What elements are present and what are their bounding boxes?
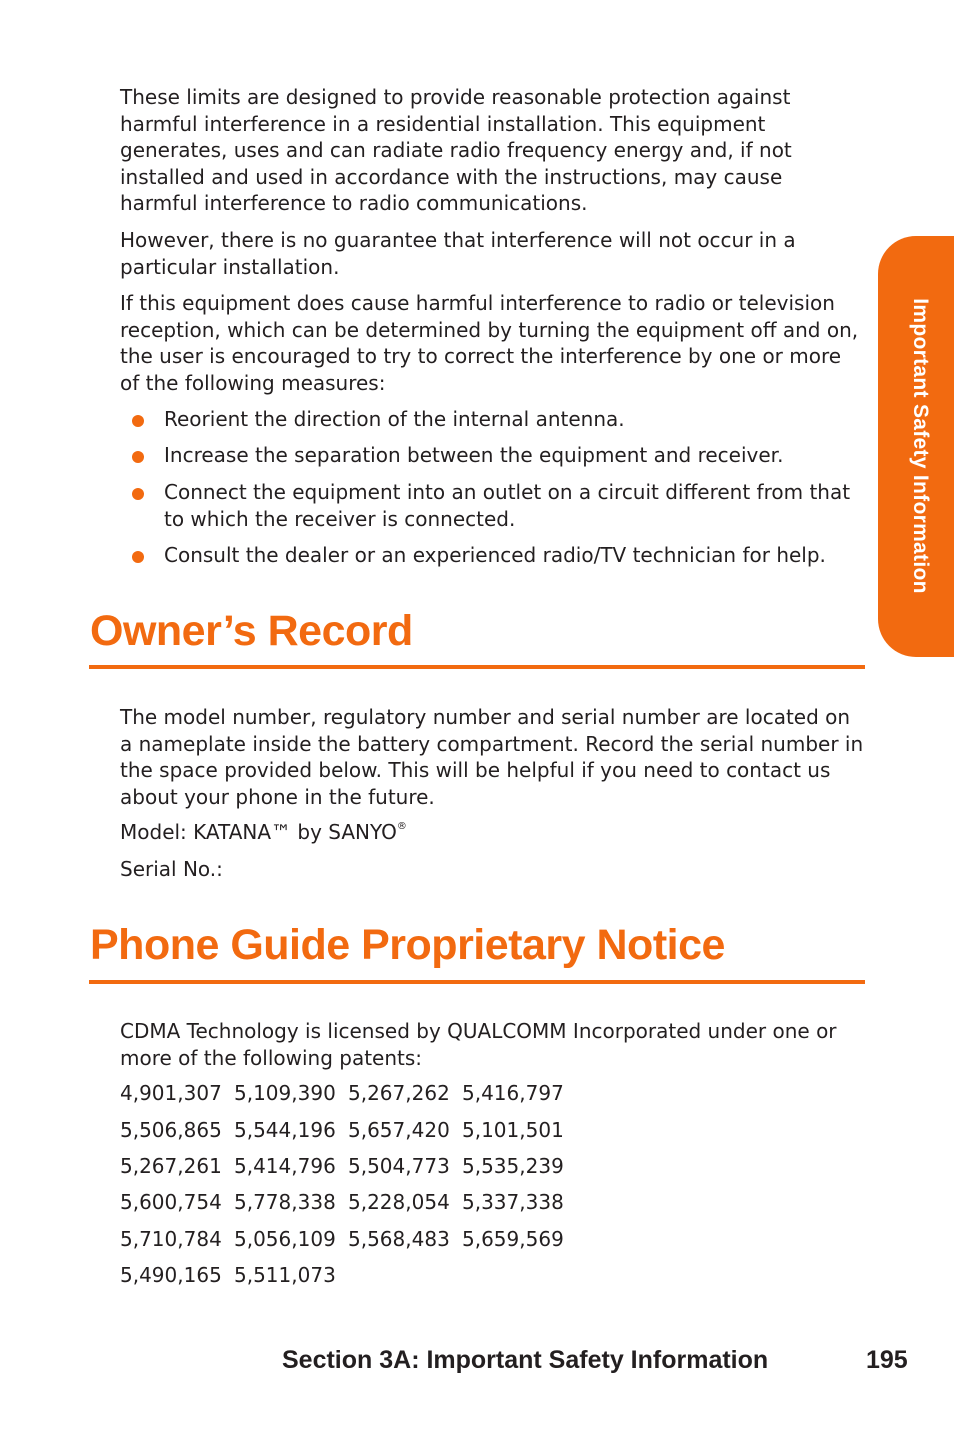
section-divider [89,980,865,984]
patent-number: 5,511,073 [234,1263,336,1287]
serial-line: Serial No.: [120,857,223,881]
patent-number: 5,535,239 [462,1154,564,1178]
list-item-text: Connect the equipment into an outlet on a circuit different from that to which the receiver is connected. [164,480,851,531]
patent-number: 5,109,390 [234,1081,336,1105]
list-item [120,442,865,469]
intro-paragraph-3: If this equipment does cause harmful interference to radio or television reception, which can be determined by turning the equipment off and on, the user is encouraged to try to correct the interference by one or more of the following measures: [120,291,859,395]
footer-section-title: Section 3A: Important Safety Information [282,1346,769,1374]
intro-paragraph-1: These limits are designed to provide reasonable protection against harmful interference in a residential installation. This equipment generates, uses and can radiate radio frequency energy and, if not installed and used in accordance with the instructions, may cause harmful interference to radio communications. [120,85,792,215]
patent-number: 5,056,109 [234,1227,336,1251]
patent-number: 5,710,784 [120,1227,222,1251]
patent-number: 5,267,261 [120,1154,222,1178]
patent-number: 5,659,569 [462,1227,564,1251]
list-item [120,406,865,433]
owners-record-paragraph: The model number, regulatory number and serial number are located on a nameplate inside the battery compartment. Record the serial number in the space provided below. This will be helpful if you need to contact us about your phone in the future. [120,705,864,809]
proprietary-notice-paragraph: CDMA Technology is licensed by QUALCOMM Incorporated under one or more of the following patents: [120,1019,837,1070]
list-item-text: Increase the separation between the equipment and receiver. [164,443,784,467]
patent-number: 5,490,165 [120,1263,222,1287]
list-item-text: Reorient the direction of the internal antenna. [164,407,625,431]
section-divider [89,665,865,669]
bullet-icon [132,488,144,500]
patent-number: 5,228,054 [348,1190,450,1214]
bullet-icon [132,415,144,427]
patent-number: 5,414,796 [234,1154,336,1178]
patent-number: 5,657,420 [348,1118,450,1142]
bullet-icon [132,451,144,463]
model-line [120,819,865,846]
patent-number: 5,544,196 [234,1118,336,1142]
proprietary-notice-heading: Phone Guide Proprietary Notice [90,921,725,969]
list-item-text: Consult the dealer or an experienced radio/TV technician for help. [164,543,826,567]
patent-number: 5,568,483 [348,1227,450,1251]
patent-number: 5,600,754 [120,1190,222,1214]
patent-number: 5,101,501 [462,1118,564,1142]
registered-mark: ® [396,821,407,832]
list-item [120,542,865,569]
patent-number: 4,901,307 [120,1081,222,1105]
intro-paragraph-2: However, there is no guarantee that interference will not occur in a particular installation. [120,228,796,279]
patent-number: 5,267,262 [348,1081,450,1105]
patent-number: 5,416,797 [462,1081,564,1105]
side-tab-label: Important Safety Information [909,298,932,594]
patent-number: 5,506,865 [120,1118,222,1142]
patent-number: 5,337,338 [462,1190,564,1214]
owners-record-heading: Owner’s Record [90,607,413,655]
patent-number: 5,504,773 [348,1154,450,1178]
list-item [120,479,865,532]
page-number: 195 [866,1346,908,1374]
bullet-icon [132,551,144,563]
model-label: Model: KATANA™ by SANYO [120,820,397,844]
patent-number: 5,778,338 [234,1190,336,1214]
